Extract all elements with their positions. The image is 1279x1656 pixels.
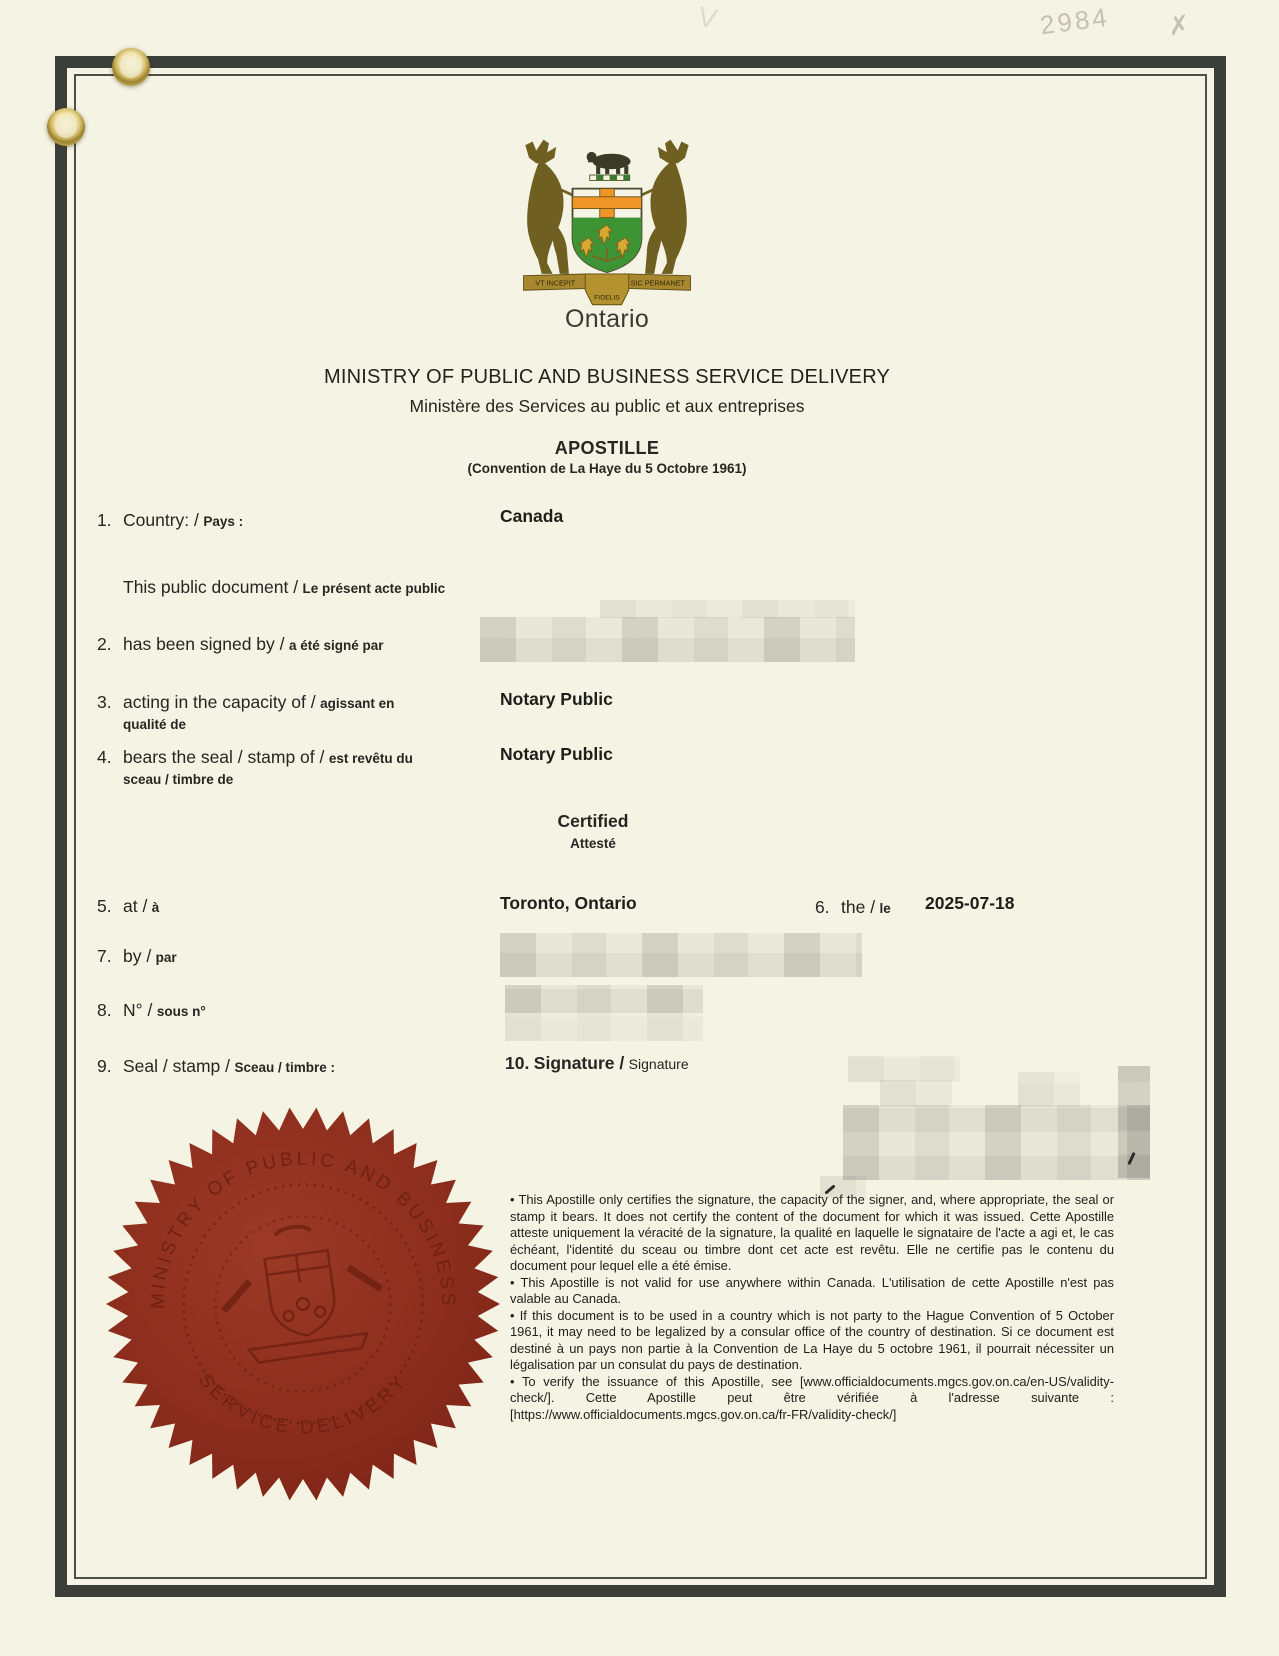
- redacted-number-top: [505, 985, 703, 1013]
- document-title: APOSTILLE: [554, 438, 660, 458]
- redacted-number-bottom: [505, 1013, 703, 1041]
- field-9-label: 9. Seal / stamp / Sceau / timbre :: [97, 1056, 335, 1076]
- note-paragraph: • To verify the issuance of this Apostille, see [www.officialdocuments.mgcs.gov.on.ca/en-US/validity-check/]. Cette Apostille peut être vérifiée à l'adresse suivante : [https://www.officialdocuments.mgcs.gov.on.ca/fr-FR/validity-check/]: [510, 1373, 1114, 1422]
- handwritten-number: 2984: [1038, 1, 1112, 41]
- notes-block: [510, 1192, 1114, 1423]
- redacted-signed-by: [480, 617, 855, 662]
- note-paragraph: • This Apostille is not valid for use anywhere within Canada. L'utilisation de cette Apostille n'est pas valable au Canada.: [510, 1274, 1114, 1306]
- ministry-name-en: MINISTRY OF PUBLIC AND BUSINESS SERVICE DELIVERY: [323, 366, 891, 388]
- motto-banner: [524, 274, 691, 305]
- field-7-label: 7. by / par: [97, 946, 177, 966]
- motto-left-text: VT INCEPIT: [535, 278, 576, 288]
- field-10-label: 10. Signature / Signature: [505, 1053, 689, 1073]
- ministry-name-fr: Ministère des Services au public et aux entreprises: [409, 396, 805, 416]
- redacted-signed-by-top: [600, 600, 855, 618]
- certified-label-en: Certified: [557, 811, 629, 831]
- note-paragraph: • This Apostille only certifies the signature, the capacity of the signer, and, where appropriate, the seal or stamp it bears. It does not certify the content of the document for which it was issued. Cette Apostille atteste uniquement la véracité de la signature, la qualité en laquelle le signataire de l'acte a agi et, le cas échéant, l'identité du sceau ou timbre dont cet acte est revêtu. Elle ne certifie pas le contenu du document pour lequel elle a été émise.: [510, 1192, 1114, 1273]
- field-8-label: 8. N° / sous n°: [97, 1000, 206, 1020]
- pencil-stray-mark: V: [695, 0, 720, 35]
- bear-crest-icon: [587, 152, 631, 174]
- note-paragraph: • If this document is to be used in a country which is not party to the Hague Convention of 5 October 1961, it may need to be legalized by a consular office of the country of destination. Si ce document est destiné à un pays non partie à la Convention de La Haye du 5 octobre 1961, il pourrait nécessiter un légalisation par un consulat du pays de destination.: [510, 1307, 1114, 1372]
- redaction-over-signature-label: [848, 1056, 960, 1082]
- brass-grommet-left-icon: [47, 108, 85, 146]
- field-5-value: Toronto, Ontario: [500, 893, 637, 913]
- deer-supporter-icon: [645, 140, 689, 274]
- brass-grommet-top-icon: [112, 48, 150, 86]
- field-1-value: Canada: [500, 506, 564, 526]
- document-subtitle: (Convention de La Haye du 5 Octobre 1961): [467, 461, 747, 476]
- certified-label-fr: Attesté: [570, 836, 616, 851]
- field-6-label: 6. the / le: [815, 897, 891, 917]
- moose-supporter-icon: [525, 140, 569, 274]
- motto-right-text: SIC PERMANET: [630, 278, 685, 288]
- shield-icon: [573, 189, 642, 272]
- field-1-label: 1. Country: / Pays :: [97, 510, 244, 530]
- seal-ring-text-top: MINISTRY OF PUBLIC AND BUSINESS: [147, 1148, 459, 1310]
- intro-line: This public document / Le présent acte public: [123, 577, 446, 597]
- field-4-label: 4. bears the seal / stamp of / est revêtu du: [97, 747, 413, 767]
- field-3-value: Notary Public: [500, 689, 613, 709]
- ontario-coat-of-arms: [498, 136, 716, 312]
- motto-bottom-text: FIDELIS: [594, 294, 620, 302]
- field-4-label-line2: sceau / timbre de: [123, 772, 234, 787]
- field-6-value: 2025-07-18: [925, 893, 1015, 913]
- torse-wreath-icon: [590, 175, 630, 180]
- ontario-wordmark: Ontario: [564, 305, 650, 333]
- redacted-by: [500, 933, 862, 977]
- seal-ring-text-bottom: SERVICE DELIVERY: [193, 1369, 413, 1439]
- field-5-label: 5. at / à: [97, 896, 160, 916]
- handwritten-check-mark: ✗: [1166, 8, 1195, 42]
- field-3-label: 3. acting in the capacity of / agissant en: [97, 692, 395, 712]
- field-4-value: Notary Public: [500, 744, 613, 764]
- field-3-label-line2: qualité de: [123, 717, 187, 732]
- field-2-label: 2. has been signed by / a été signé par: [97, 634, 384, 654]
- embossed-seal: [104, 1104, 502, 1504]
